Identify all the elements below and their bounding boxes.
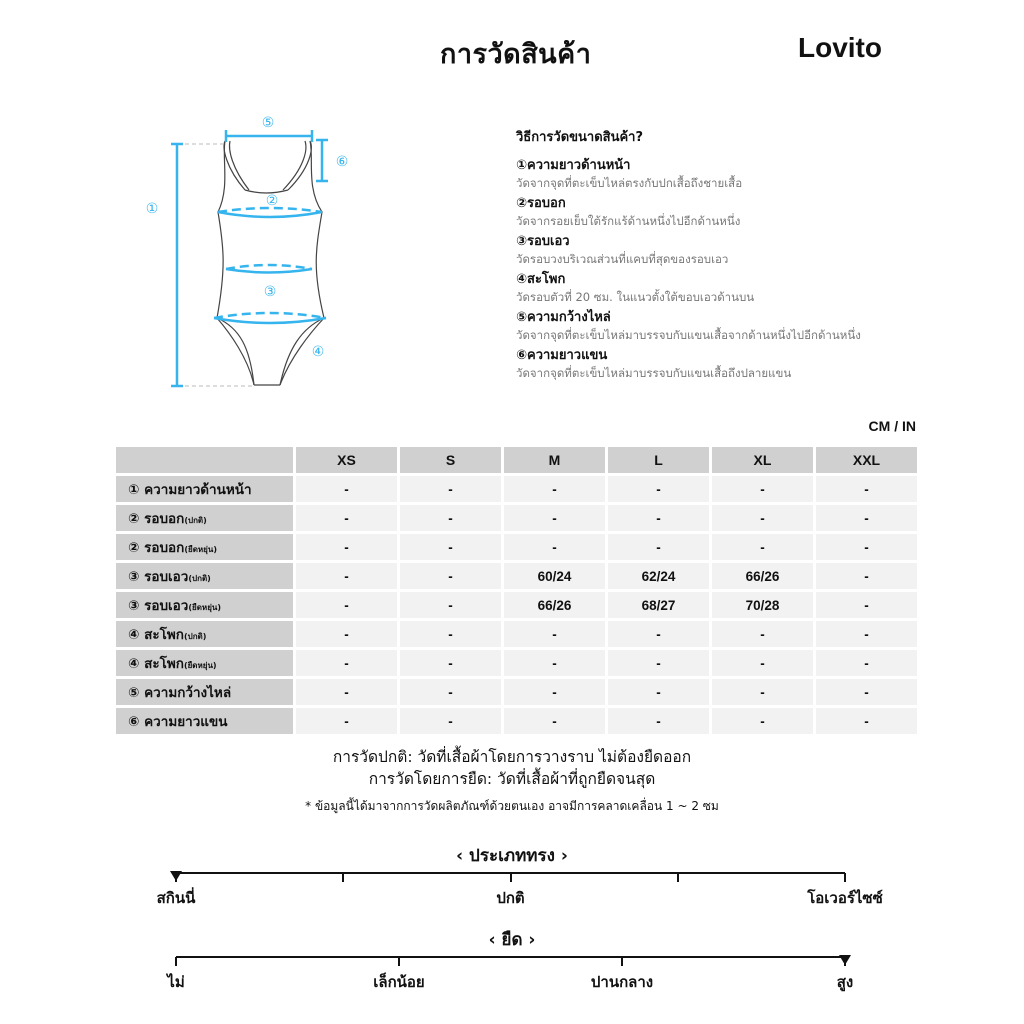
- table-cell: -: [608, 505, 709, 531]
- scale-label: ปานกลาง: [590, 973, 654, 991]
- table-cell: 66/26: [504, 592, 605, 618]
- row-label-text: ② รอบอก: [128, 540, 185, 556]
- row-label-qualifier: (ปกติ): [188, 574, 211, 583]
- table-cell: -: [608, 534, 709, 560]
- table-cell: -: [400, 505, 501, 531]
- scale-axis-line: [176, 956, 845, 958]
- swimsuit-measurement-diagram: [130, 108, 370, 400]
- guide-title: วิธีการวัดขนาดสินค้า?: [516, 130, 644, 145]
- guide-item-label: ②รอบอก: [516, 196, 566, 211]
- guide-item-desc: วัดจากจุดที่ตะเข็บไหล่มาบรรจบกับแขนเสื้อจากด้านหนึ่งไปอีกด้านหนึ่ง: [516, 328, 861, 342]
- scale-label: ไม่: [167, 973, 185, 991]
- guide-item-label: ①ความยาวด้านหน้า: [516, 158, 631, 173]
- table-cell: -: [296, 708, 397, 734]
- row-label: [116, 563, 293, 589]
- guide-item-desc: วัดรอบตัวที่ 20 ซม. ในแนวตั้งใต้ขอบเอวด้านบน: [516, 290, 755, 304]
- page-title: การวัดสินค้า: [440, 39, 592, 70]
- table-cell: -: [400, 534, 501, 560]
- size-header: XL: [712, 447, 813, 473]
- row-label-qualifier: (ยืดหยุ่น): [188, 603, 221, 612]
- row-label-text: ⑤ ความกว้างไหล่: [128, 685, 232, 701]
- marker-4: ④: [311, 344, 325, 360]
- table-cell: -: [712, 476, 813, 502]
- guide-item-desc: วัดจากจุดที่ตะเข็บไหล่มาบรรจบกับแขนเสื้อถึงปลายแขน: [516, 366, 792, 380]
- guide-item: [516, 233, 916, 267]
- table-cell: -: [400, 476, 501, 502]
- scale-selected-marker: [839, 955, 851, 965]
- row-label: [116, 534, 293, 560]
- table-cell: -: [816, 621, 917, 647]
- scale-tick: [677, 873, 679, 882]
- size-header: XS: [296, 447, 397, 473]
- marker-3: ③: [263, 284, 277, 300]
- table-cell: -: [712, 621, 813, 647]
- table-cell: -: [816, 650, 917, 676]
- size-header: S: [400, 447, 501, 473]
- row-label: [116, 505, 293, 531]
- row-label: [116, 476, 293, 502]
- guide-item-desc: วัดรอบวงบริเวณส่วนที่แคบที่สุดของรอบเอว: [516, 252, 729, 266]
- row-label: [116, 679, 293, 705]
- row-label-qualifier: (ปกติ): [184, 516, 207, 525]
- table-cell: -: [608, 708, 709, 734]
- table-cell: -: [816, 476, 917, 502]
- table-cell: -: [400, 592, 501, 618]
- row-label: [116, 592, 293, 618]
- scale-tick: [621, 957, 623, 966]
- table-cell: -: [608, 476, 709, 502]
- guide-item-desc: วัดจากจุดที่ตะเข็บไหล่ตรงกับปกเสื้อถึงชายเสื้อ: [516, 176, 743, 190]
- table-cell: 66/26: [712, 563, 813, 589]
- marker-2: ②: [265, 193, 279, 209]
- table-cell: -: [504, 621, 605, 647]
- table-cell: -: [608, 650, 709, 676]
- table-cell: -: [400, 708, 501, 734]
- table-cell: -: [504, 476, 605, 502]
- size-header: M: [504, 447, 605, 473]
- guide-item-label: ⑥ความยาวแขน: [516, 348, 608, 363]
- table-cell: -: [816, 534, 917, 560]
- row-label-text: ④ สะโพก: [128, 656, 184, 672]
- scale-tick: [510, 873, 512, 882]
- table-cell: -: [296, 476, 397, 502]
- table-cell: -: [608, 679, 709, 705]
- table-cell: -: [296, 621, 397, 647]
- table-row: [116, 708, 917, 734]
- row-label-text: ③ รอบเอว: [128, 569, 189, 585]
- scale-label: ปกติ: [496, 889, 525, 907]
- stretch-scale-title: ‹ ยืด ›: [488, 930, 536, 950]
- table-cell: -: [816, 592, 917, 618]
- scale-label: เล็กน้อย: [373, 973, 425, 991]
- table-cell: -: [504, 505, 605, 531]
- units-label: CM / IN: [868, 418, 916, 434]
- table-cell: -: [296, 592, 397, 618]
- row-label-qualifier: (ยืดหยุ่น): [184, 545, 217, 554]
- table-cell: -: [712, 650, 813, 676]
- scale-label: สกินนี่: [156, 889, 196, 907]
- row-label-qualifier: (ยืดหยุ่น): [183, 661, 217, 670]
- size-header-row: [116, 447, 917, 473]
- table-cell: -: [712, 505, 813, 531]
- scale-label: สูง: [836, 973, 854, 991]
- scale-label: โอเวอร์ไซซ์: [807, 889, 883, 907]
- scale-tick: [398, 957, 400, 966]
- table-cell: -: [504, 534, 605, 560]
- table-cell: -: [296, 679, 397, 705]
- guide-item: [516, 195, 916, 229]
- table-cell: -: [712, 679, 813, 705]
- table-cell: -: [296, 563, 397, 589]
- table-cell: 70/28: [712, 592, 813, 618]
- table-row: [116, 534, 917, 560]
- table-row: [116, 679, 917, 705]
- swimsuit-outline: [217, 141, 324, 385]
- marker-1: ①: [145, 201, 159, 217]
- guide-item-label: ④สะโพก: [516, 272, 566, 287]
- row-label-text: ① ความยาวด้านหน้า: [128, 482, 252, 498]
- table-cell: -: [712, 708, 813, 734]
- table-cell: -: [400, 563, 501, 589]
- row-label-qualifier: (ปกติ): [183, 632, 207, 641]
- table-cell: 62/24: [608, 563, 709, 589]
- scale-selected-marker: [170, 871, 182, 881]
- size-table: [113, 444, 920, 737]
- marker-6: ⑥: [335, 154, 349, 170]
- table-row: [116, 505, 917, 531]
- size-header: L: [608, 447, 709, 473]
- table-cell: -: [504, 708, 605, 734]
- guide-item: [516, 309, 916, 343]
- disclaimer-note: * ข้อมูลนี้ได้มาจากการวัดผลิตภัณฑ์ด้วยตนเอง อาจมีการคลาดเคลื่อน 1 ~ 2 ซม: [305, 799, 719, 813]
- table-cell: -: [712, 534, 813, 560]
- table-cell: -: [816, 563, 917, 589]
- guide-item-label: ⑤ความกว้างไหล่: [516, 310, 611, 325]
- stretch-measure-note: การวัดโดยการยืด: วัดที่เสื้อผ้าที่ถูกยืดจนสุด: [368, 770, 656, 788]
- row-label-text: ② รอบอก: [128, 511, 185, 527]
- fit-scale-title: ‹ ประเภททรง ›: [456, 846, 568, 866]
- row-label: [116, 621, 293, 647]
- header-corner: [116, 447, 293, 473]
- table-cell: -: [608, 621, 709, 647]
- table-cell: -: [816, 505, 917, 531]
- scale-tick: [175, 957, 177, 966]
- row-label-text: ③ รอบเอว: [128, 598, 189, 614]
- row-label: [116, 708, 293, 734]
- table-cell: -: [504, 650, 605, 676]
- table-cell: -: [504, 679, 605, 705]
- scale-tick: [342, 873, 344, 882]
- table-cell: -: [296, 505, 397, 531]
- size-header: XXL: [816, 447, 917, 473]
- normal-measure-note: การวัดปกติ: วัดที่เสื้อผ้าโดยการวางราบ ไม่ต้องยืดออก: [332, 748, 692, 766]
- table-cell: 68/27: [608, 592, 709, 618]
- guide-item: [516, 271, 916, 305]
- table-cell: -: [816, 679, 917, 705]
- table-cell: -: [296, 650, 397, 676]
- table-cell: -: [816, 708, 917, 734]
- row-label: [116, 650, 293, 676]
- brand-logo: Lovito: [798, 32, 882, 63]
- scale-tick: [844, 873, 846, 882]
- measurement-guide: [516, 126, 916, 385]
- table-cell: -: [400, 650, 501, 676]
- row-label-text: ④ สะโพก: [128, 627, 184, 643]
- table-cell: 60/24: [504, 563, 605, 589]
- guide-item: [516, 157, 916, 191]
- marker-5: ⑤: [261, 115, 275, 131]
- row-label-text: ⑥ ความยาวแขน: [128, 714, 228, 730]
- table-cell: -: [400, 679, 501, 705]
- table-cell: -: [400, 621, 501, 647]
- guide-item-label: ③รอบเอว: [516, 234, 570, 249]
- guide-item-desc: วัดจากรอยเย็บใต้รักแร้ด้านหนึ่งไปอีกด้านหนึ่ง: [516, 214, 741, 228]
- table-row: [116, 592, 917, 618]
- table-row: [116, 621, 917, 647]
- guide-item: [516, 347, 916, 381]
- table-row: [116, 563, 917, 589]
- table-cell: -: [296, 534, 397, 560]
- table-row: [116, 650, 917, 676]
- table-row: [116, 476, 917, 502]
